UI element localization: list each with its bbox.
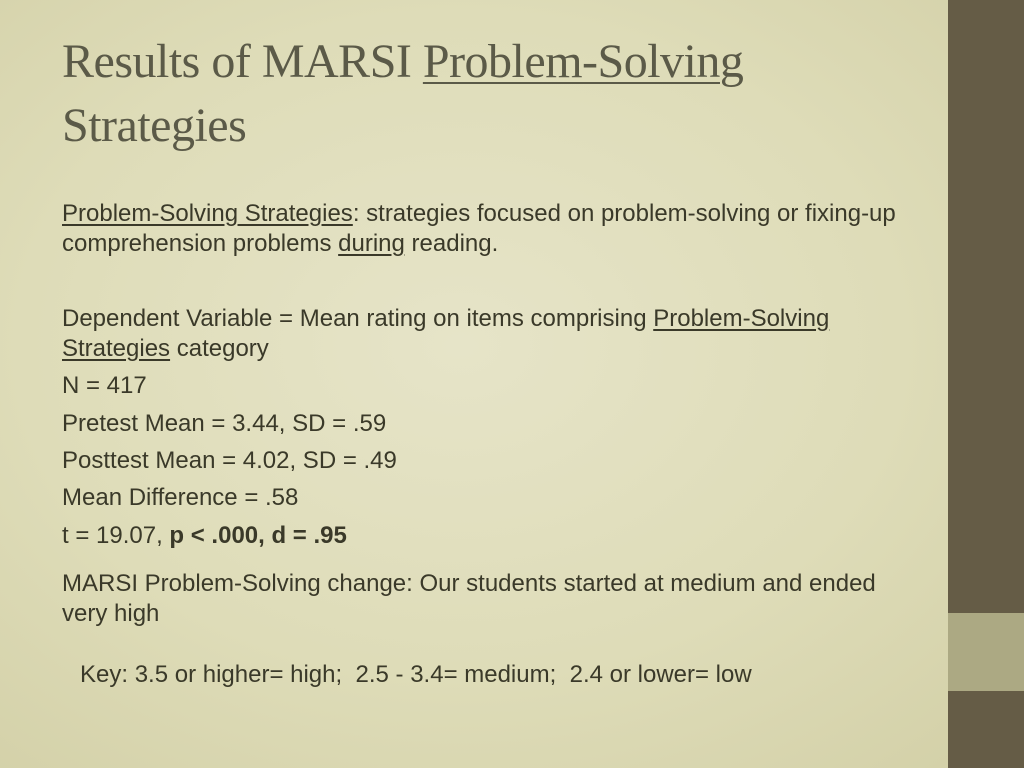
- stat-p-d-values: p < .000, d = .95: [169, 522, 347, 549]
- title-line2: Strategies: [62, 99, 247, 152]
- title-part1: Results of MARSI: [62, 35, 423, 88]
- stat-n: N = 417: [62, 372, 147, 399]
- definition-paragraph: [62, 199, 902, 259]
- change-summary: MARSI Problem-Solving change: Our students started at medium and ended very high: [62, 570, 876, 627]
- rating-key: Key: 3.5 or higher= high; 2.5 - 3.4= medium; 2.4 or lower= low: [80, 661, 752, 688]
- definition-emphasis: during: [338, 230, 405, 257]
- stat-t-value: t = 19.07,: [62, 522, 170, 549]
- definition-text-end: reading.: [404, 230, 499, 257]
- definition-term: Problem-Solving Strategies: [62, 200, 353, 227]
- dv-underlined-category: Problem-Solving Strategies: [62, 305, 830, 362]
- side-accent-block: [948, 613, 1024, 691]
- dependent-variable-paragraph: [62, 304, 902, 364]
- stat-mean-difference: Mean Difference = .58: [62, 484, 299, 511]
- stat-pretest: Pretest Mean = 3.44, SD = .59: [62, 410, 387, 437]
- stat-posttest: Posttest Mean = 4.02, SD = .49: [62, 447, 397, 474]
- dv-text-end: category: [170, 335, 269, 362]
- slide-title: [62, 30, 922, 158]
- definition-text: : strategies focused on problem-solving or fixing-up comprehension problems: [62, 200, 896, 257]
- stat-t-test: [62, 521, 347, 551]
- title-underlined-term: Problem-Solving: [422, 35, 744, 88]
- dv-text: Dependent Variable = Mean rating on items comprising: [62, 305, 654, 332]
